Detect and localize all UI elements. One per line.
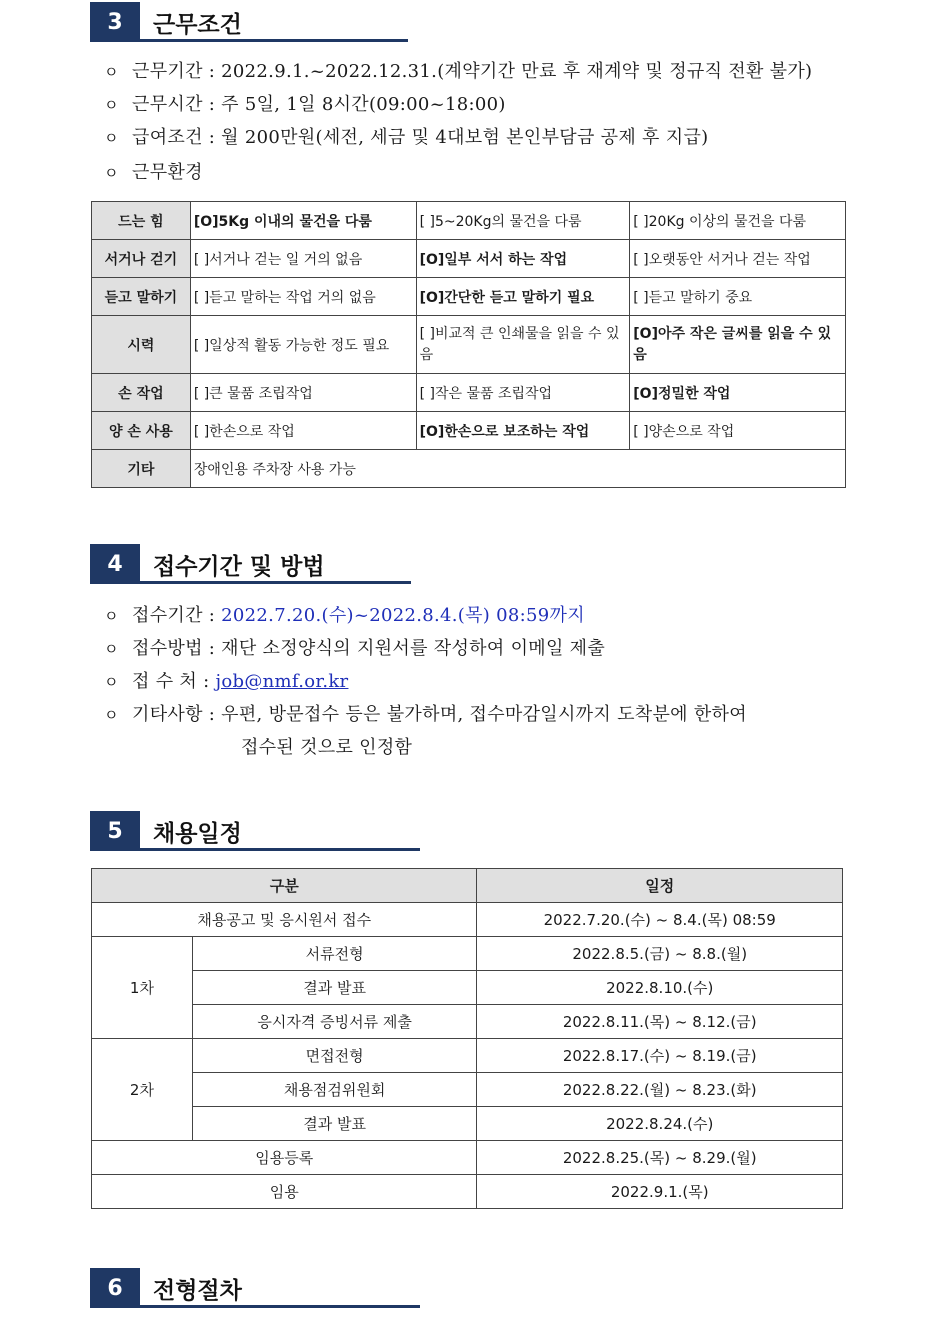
- table-row: [92, 374, 846, 412]
- table-cell: 2022.8.17.(수) ~ 8.19.(금): [477, 1039, 843, 1073]
- bullet-mark: ㅇ: [104, 640, 119, 658]
- table-cell: [ ]듣고 말하기 중요: [630, 278, 846, 316]
- application-method: 접수방법 : 재단 소정양식의 지원서를 작성하여 이메일 제출: [132, 638, 606, 659]
- section-underline: [90, 39, 408, 42]
- list-item: [104, 637, 605, 661]
- section-underline: [90, 581, 411, 584]
- table-row: [92, 903, 843, 937]
- table-cell: 채용공고 및 응시원서 접수: [92, 903, 477, 937]
- bullet-mark: ㅇ: [104, 63, 119, 81]
- row-label: 서거나 걷기: [92, 240, 191, 278]
- section-3-heading: [90, 2, 408, 42]
- table-row: [92, 240, 846, 278]
- table-cell: 임용: [92, 1175, 477, 1209]
- row-label: 양 손 사용: [92, 412, 191, 450]
- table-row: [92, 450, 846, 488]
- table-cell: 결과 발표: [192, 1107, 477, 1141]
- list-item: [104, 604, 585, 628]
- table-row: [92, 971, 843, 1005]
- table-cell: 2022.8.25.(목) ~ 8.29.(월): [477, 1141, 843, 1175]
- table-cell: [O]한손으로 보조하는 작업: [416, 412, 630, 450]
- bullet-mark: ㅇ: [104, 706, 119, 724]
- other-notes-continued: 접수된 것으로 인정함: [241, 737, 413, 758]
- table-cell: [ ]양손으로 작업: [630, 412, 846, 450]
- section-5-heading: [90, 811, 420, 851]
- section-4-heading: [90, 544, 411, 584]
- round-label: 1차: [92, 937, 193, 1039]
- salary: 급여조건 : 월 200만원(세전, 세금 및 4대보험 본인부담금 공제 후 지급): [132, 127, 709, 148]
- work-period: 근무기간 : 2022.9.1.~2022.12.31.(계약기간 만료 후 재계약 및 정규직 전환 불가): [132, 61, 813, 82]
- row-label: 듣고 말하기: [92, 278, 191, 316]
- list-item: [104, 670, 348, 694]
- table-cell: [ ]5~20Kg의 물건을 다룸: [416, 202, 630, 240]
- table-row: [92, 1073, 843, 1107]
- table-header-row: [92, 869, 843, 903]
- section-title: 전형절차: [153, 1277, 242, 1304]
- table-cell: 채용점검위원회: [192, 1073, 477, 1107]
- table-row: [92, 1005, 843, 1039]
- table-row: [92, 1039, 843, 1073]
- table-cell: 2022.8.11.(목) ~ 8.12.(금): [477, 1005, 843, 1039]
- table-cell: [ ]일상적 활동 가능한 정도 필요: [190, 316, 416, 374]
- list-item: [241, 736, 412, 760]
- work-environment-table: [91, 201, 846, 488]
- recruitment-schedule-table: [91, 868, 843, 1209]
- list-item: [104, 161, 203, 185]
- section-underline: [90, 1305, 420, 1308]
- table-cell: [ ]비교적 큰 인쇄물을 읽을 수 있음: [416, 316, 630, 374]
- round-label: 2차: [92, 1039, 193, 1141]
- table-cell: [ ]한손으로 작업: [190, 412, 416, 450]
- table-cell: [O]아주 작은 글씨를 읽을 수 있음: [630, 316, 846, 374]
- table-row: [92, 202, 846, 240]
- application-period-label: 접수기간 :: [132, 605, 222, 626]
- table-cell: 2022.8.24.(수): [477, 1107, 843, 1141]
- table-cell: [O]일부 서서 하는 작업: [416, 240, 630, 278]
- section-title: 접수기간 및 방법: [153, 553, 325, 580]
- section-title: 채용일정: [153, 820, 242, 847]
- table-row: [92, 1175, 843, 1209]
- table-row: [92, 1107, 843, 1141]
- table-cell: 2022.8.5.(금) ~ 8.8.(월): [477, 937, 843, 971]
- table-cell: 서류전형: [192, 937, 477, 971]
- table-cell: [ ]오랫동안 서거나 걷는 작업: [630, 240, 846, 278]
- section-title: 근무조건: [153, 11, 242, 38]
- section-number: 4: [90, 544, 140, 584]
- list-item: [104, 93, 506, 117]
- table-cell: 임용등록: [92, 1141, 477, 1175]
- table-cell: 결과 발표: [192, 971, 477, 1005]
- table-cell: [O]정밀한 작업: [630, 374, 846, 412]
- table-row: [92, 1141, 843, 1175]
- bullet-mark: ㅇ: [104, 164, 119, 182]
- table-cell: 2022.9.1.(목): [477, 1175, 843, 1209]
- table-cell: 2022.8.22.(월) ~ 8.23.(화): [477, 1073, 843, 1107]
- section-underline: [90, 848, 420, 851]
- list-item: [104, 60, 812, 84]
- application-period-value: 2022.7.20.(수)~2022.8.4.(목) 08:59까지: [221, 605, 585, 626]
- table-row: [92, 316, 846, 374]
- table-row: [92, 937, 843, 971]
- bullet-mark: ㅇ: [104, 607, 119, 625]
- column-header: 구분: [92, 869, 477, 903]
- table-cell: 응시자격 증빙서류 제출: [192, 1005, 477, 1039]
- table-cell: 면접전형: [192, 1039, 477, 1073]
- table-cell: [ ]서거나 걷는 일 거의 없음: [190, 240, 416, 278]
- table-row: [92, 412, 846, 450]
- work-environment: 근무환경: [132, 162, 203, 183]
- table-cell: 2022.8.10.(수): [477, 971, 843, 1005]
- application-place-label: 접 수 처 :: [132, 671, 216, 692]
- list-item: [104, 703, 747, 727]
- table-cell: [O]5Kg 이내의 물건을 다룸: [190, 202, 416, 240]
- column-header: 일정: [477, 869, 843, 903]
- email-link[interactable]: job@nmf.or.kr: [215, 671, 349, 692]
- list-item: [104, 126, 708, 150]
- table-row: [92, 278, 846, 316]
- table-cell: [ ]큰 물품 조립작업: [190, 374, 416, 412]
- row-label: 기타: [92, 450, 191, 488]
- row-label: 시력: [92, 316, 191, 374]
- section-number: 5: [90, 811, 140, 851]
- bullet-mark: ㅇ: [104, 96, 119, 114]
- table-cell: [ ]듣고 말하는 작업 거의 없음: [190, 278, 416, 316]
- table-cell: [ ]20Kg 이상의 물건을 다룸: [630, 202, 846, 240]
- table-cell: 장애인용 주차장 사용 가능: [190, 450, 845, 488]
- table-cell: 2022.7.20.(수) ~ 8.4.(목) 08:59: [477, 903, 843, 937]
- bullet-mark: ㅇ: [104, 673, 119, 691]
- table-cell: [O]간단한 듣고 말하기 필요: [416, 278, 630, 316]
- section-number: 6: [90, 1268, 140, 1308]
- section-6-heading: [90, 1268, 420, 1308]
- table-cell: [ ]작은 물품 조립작업: [416, 374, 630, 412]
- section-number: 3: [90, 2, 140, 42]
- other-notes: 기타사항 : 우편, 방문접수 등은 불가하며, 접수마감일시까지 도착분에 한하여: [132, 704, 747, 725]
- work-hours: 근무시간 : 주 5일, 1일 8시간(09:00~18:00): [132, 94, 506, 115]
- row-label: 드는 힘: [92, 202, 191, 240]
- bullet-mark: ㅇ: [104, 129, 119, 147]
- row-label: 손 작업: [92, 374, 191, 412]
